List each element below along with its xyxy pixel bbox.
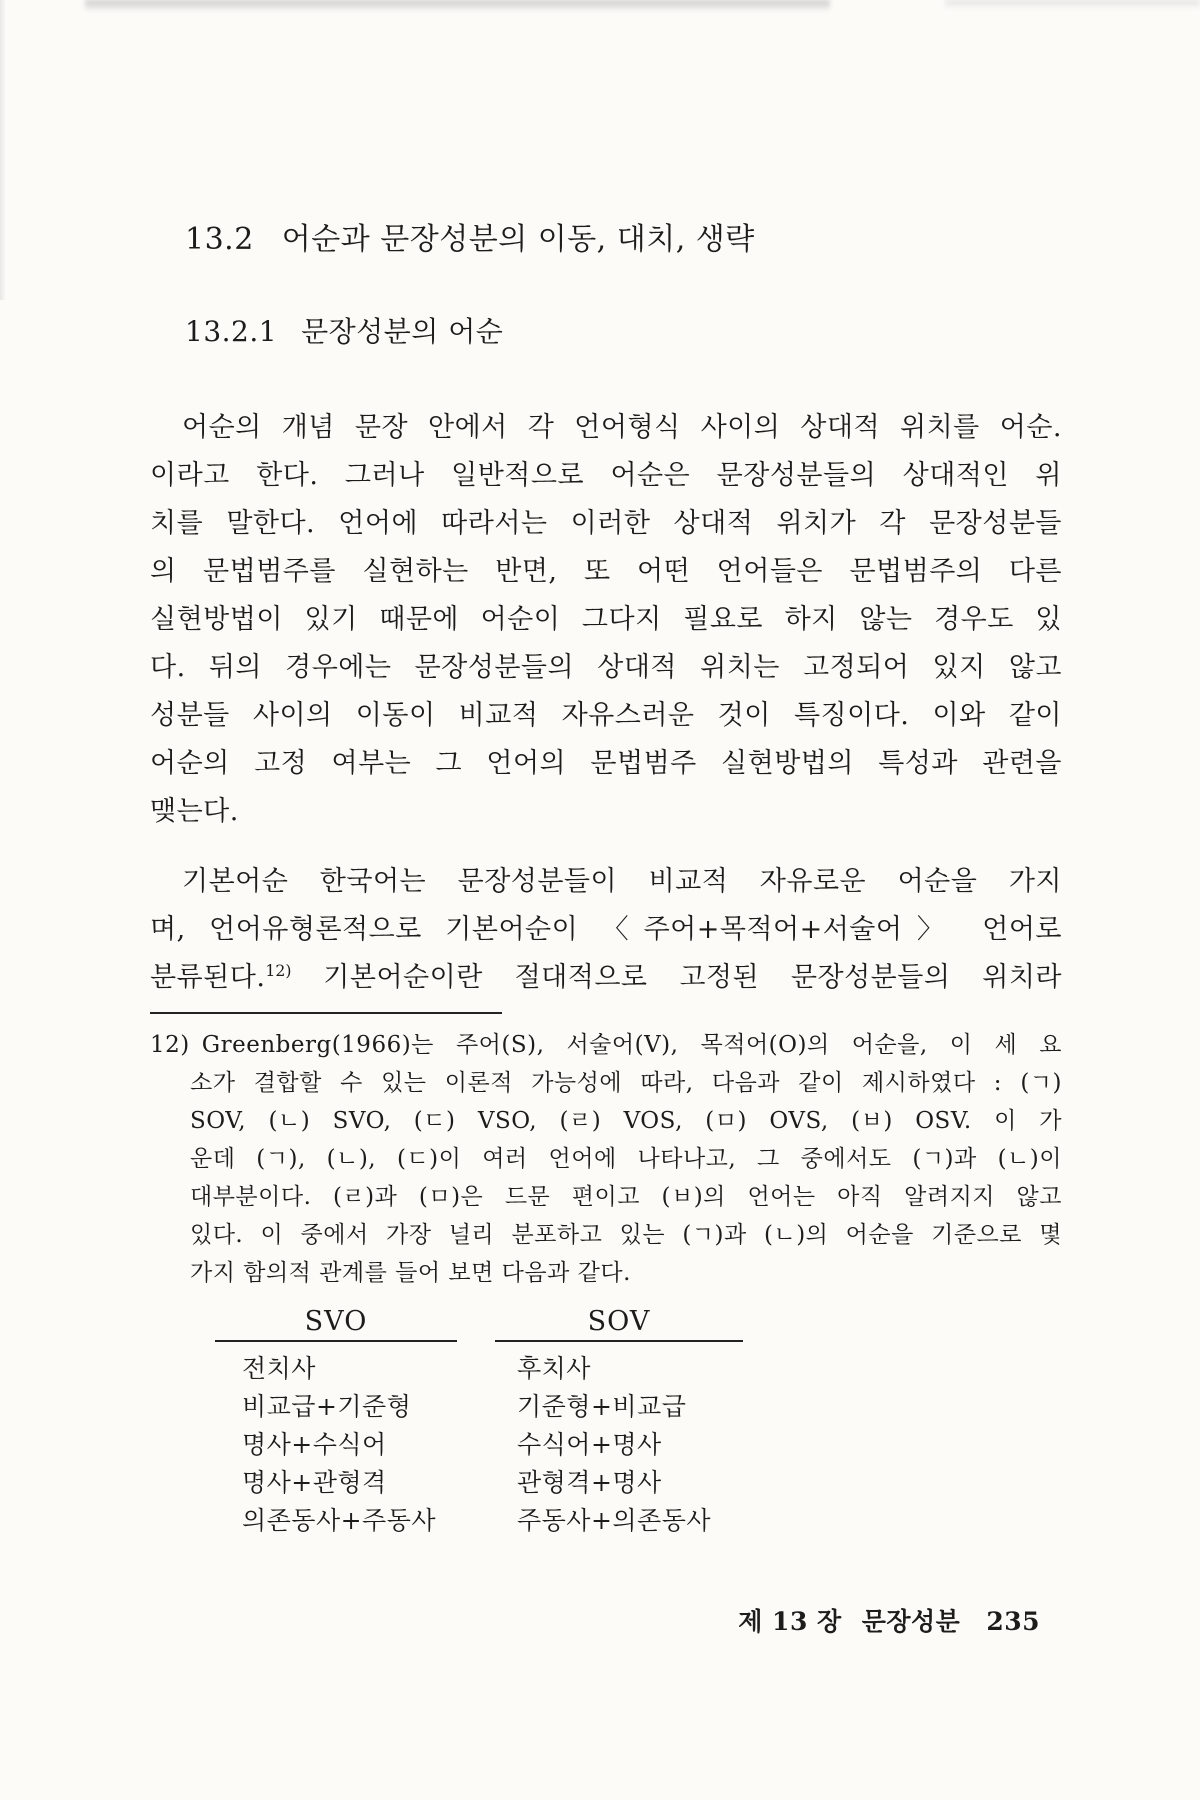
column-header-sov: SOV — [587, 1306, 651, 1337]
table-cell: 의존동사+주동사 — [242, 1506, 436, 1535]
column-header-svo: SVO — [304, 1306, 368, 1337]
footnote-separator-rule — [150, 1012, 502, 1014]
footnote-line: 운데 (ㄱ), (ㄴ), (ㄷ)이 여러 언어에 나타나고, 그 중에서도 (ㄱ)과 (ㄴ)이 — [190, 1146, 1062, 1172]
table-cell: 주동사+의존동사 — [517, 1506, 711, 1535]
table-cell: 후치사 — [517, 1354, 591, 1383]
text-line: 맺는다. — [150, 796, 239, 827]
text-segment: 기본어순이란 절대적으로 고정된 문장성분들의 위치라 — [291, 962, 1062, 993]
text-line: 며, 언어유형론적으로 기본어순이 〈주어+목적어+서술어〉 언어로 — [150, 914, 1062, 945]
footnote-marker: 12) — [150, 1032, 190, 1058]
text-line: 의 문법범주를 실현하는 반면, 또 어떤 언어들은 문법범주의 다른 — [150, 556, 1062, 587]
footer-chapter: 제 13 장 — [738, 1607, 842, 1636]
word-order-table-column-svo — [215, 1306, 457, 1540]
text-line: 기본어순 한국어는 문장성분들이 비교적 자유로운 어순을 가지 — [182, 866, 1062, 897]
scan-smudge-left-edge — [0, 0, 6, 300]
table-cell: 관형격+명사 — [517, 1468, 662, 1497]
scan-smudge-top-right — [945, 0, 1200, 9]
text-segment: 분류된다. — [150, 962, 266, 993]
table-cell: 비교급+기준형 — [242, 1392, 412, 1421]
paragraph-basic-word-order — [150, 858, 1062, 1002]
text-line: 다. 뒤의 경우에는 문장성분들의 상대적 위치는 고정되어 있지 않고 — [150, 652, 1062, 683]
footer-page-number: 235 — [986, 1607, 1040, 1636]
footnote-line: 소가 결합할 수 있는 이론적 가능성에 따라, 다음과 같이 제시하였다 : (ㄱ) — [190, 1070, 1062, 1096]
table-cell: 명사+관형격 — [242, 1468, 387, 1497]
table-cell: 전치사 — [242, 1354, 316, 1383]
text-line: 어순의 개념 문장 안에서 각 언어형식 사이의 상대적 위치를 어순. — [182, 412, 1062, 443]
text-line: 어순의 고정 여부는 그 언어의 문법범주 실현방법의 특성과 관련을 — [150, 748, 1062, 779]
text-segment: Greenberg(1966)는 주어(S), 서술어(V), 목적어(O)의 어순을, 이 세 요 — [201, 1032, 1062, 1058]
footnote-line: 대부분이다. (ㄹ)과 (ㅁ)은 드문 편이고 (ㅂ)의 언어는 아직 알려지지 않고 — [190, 1184, 1062, 1210]
table-cell: 명사+수식어 — [242, 1430, 387, 1459]
footer-section-title: 문장성분 — [861, 1607, 961, 1636]
running-footer — [738, 1602, 1040, 1638]
footnote-line — [150, 1026, 1062, 1064]
section-title: 어순과 문장성분의 이동, 대치, 생략 — [281, 222, 755, 257]
section-heading — [185, 214, 755, 258]
text-line: 성분들 사이의 이동이 비교적 자유스러운 것이 특징이다. 이와 같이 — [150, 700, 1062, 731]
text-line: 실현방법이 있기 때문에 어순이 그다지 필요로 하지 않는 경우도 있 — [150, 604, 1062, 635]
footnote-line: 있다. 이 중에서 가장 널리 분포하고 있는 (ㄱ)과 (ㄴ)의 어순을 기준으로 몇 — [190, 1222, 1062, 1248]
column-header-rule — [495, 1340, 743, 1342]
text-line: 치를 말한다. 언어에 따라서는 이러한 상대적 위치가 각 문장성분들 — [150, 508, 1062, 539]
table-cell: 기준형+비교급 — [517, 1392, 687, 1421]
column-header-rule — [215, 1340, 457, 1342]
subsection-title: 문장성분의 어순 — [301, 315, 504, 348]
text-line — [150, 954, 1062, 1002]
table-cell: 수식어+명사 — [517, 1430, 662, 1459]
footnote-line: SOV, (ㄴ) SVO, (ㄷ) VSO, (ㄹ) VOS, (ㅁ) OVS, (ㅂ) OSV. 이 가 — [190, 1108, 1062, 1134]
subsection-heading — [185, 310, 503, 350]
subsection-number: 13.2.1 — [185, 315, 278, 348]
footnote-reference: 12) — [265, 961, 292, 980]
scan-smudge-top-left — [85, 0, 830, 12]
text-line: 이라고 한다. 그러나 일반적으로 어순은 문장성분들의 상대적인 위 — [150, 460, 1062, 491]
footnote-12 — [150, 1026, 1062, 1292]
section-number: 13.2 — [185, 222, 254, 257]
footnote-line: 가지 함의적 관계를 들어 보면 다음과 같다. — [190, 1260, 631, 1286]
word-order-table-column-sov — [495, 1306, 743, 1540]
paragraph-word-order-concept — [150, 404, 1062, 836]
